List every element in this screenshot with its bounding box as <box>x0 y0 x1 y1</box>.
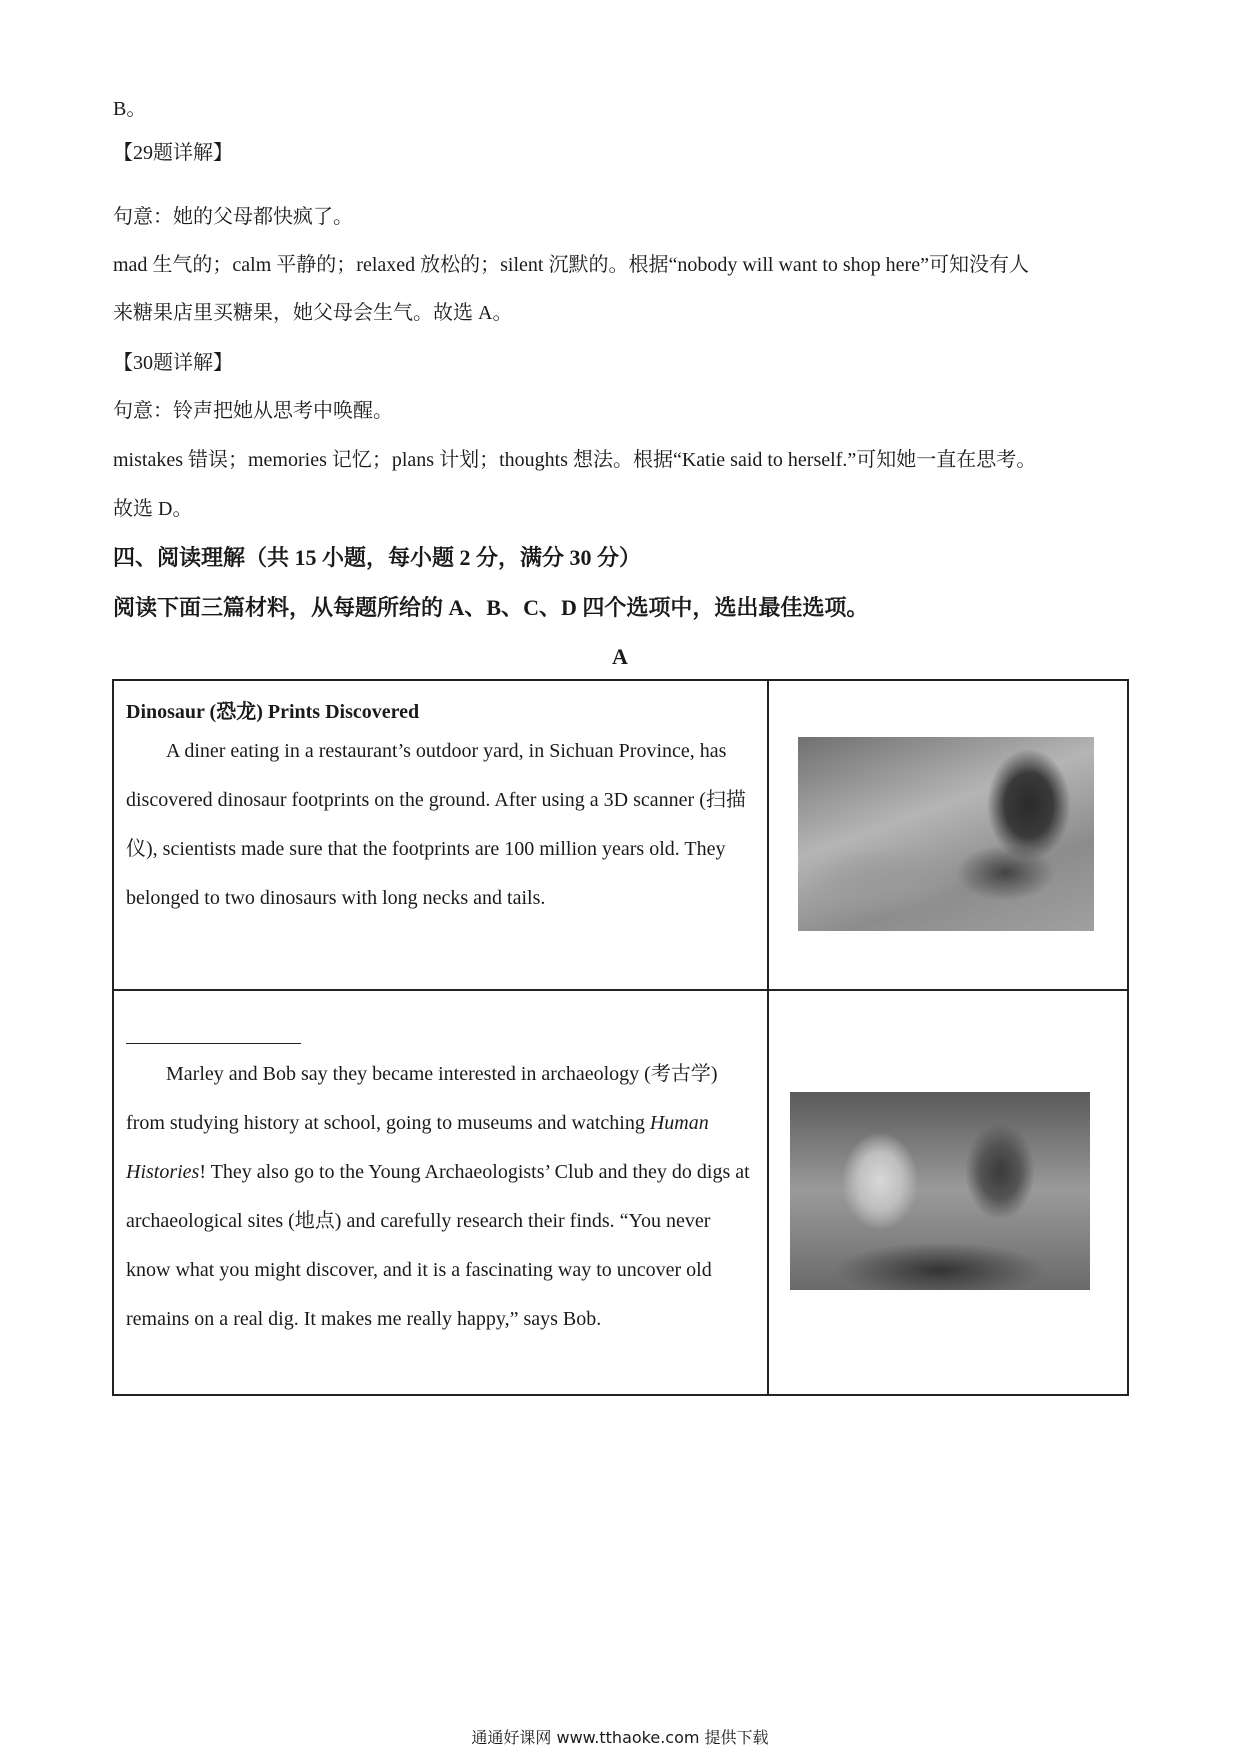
passage1-body: A diner eating in a restaurant’s outdoor yard, in Sichuan Province, has discovered dinosaur footprints on the ground. After using a 3D scanner (扫描仪), scientists made sure that the footprints are 100 million years old. They belonged to two dinosaurs with long necks and tails. <box>126 740 746 909</box>
passage2-body <box>126 1050 755 1344</box>
passage1-text-cell <box>113 680 768 990</box>
archaeology-dig-photo <box>790 1092 1090 1290</box>
text-line-8: mistakes 错误；memories 记忆；plans 计划；thoughts 想法。根据“Katie said to herself.”可知她一直在思考。 <box>113 449 1037 471</box>
section-instruction: 阅读下面三篇材料，从每题所给的 A、B、C、D 四个选项中，选出最佳选项。 <box>113 595 869 620</box>
dinosaur-footprints-photo <box>798 737 1094 931</box>
text-line-3: 句意：她的父母都快疯了。 <box>113 206 353 228</box>
text-line-9: 故选 D。 <box>113 498 193 520</box>
passage2-text-cell <box>113 990 768 1395</box>
text-line-2: 【29题详解】 <box>113 142 233 164</box>
passage2-italic-title: Human Histories <box>126 1112 709 1183</box>
passage-table <box>112 679 1129 1396</box>
text-line-1: B。 <box>113 98 147 120</box>
passage2-body-before: Marley and Bob say they became interested in archaeology (考古学) from studying history at school, going to museums and watching <box>126 1063 718 1134</box>
passage2-image-cell <box>768 990 1128 1395</box>
text-line-6: 【30题详解】 <box>113 352 233 374</box>
passage2-body-after: ! They also go to the Young Archaeologists’ Club and they do digs at archaeological sites (地点) and carefully research their finds. “You never know what you might discover, and it is a fascinating way to uncover old remains on a real dig. It makes me really happy,” says Bob. <box>126 1161 750 1330</box>
text-line-5: 来糖果店里买糖果，她父母会生气。故选 A。 <box>113 302 513 324</box>
passage-label: A <box>612 644 628 669</box>
text-line-4: mad 生气的；calm 平静的；relaxed 放松的；silent 沉默的。根据“nobody will want to shop here”可知没有人 <box>113 254 1029 276</box>
section-heading: 四、阅读理解（共 15 小题，每小题 2 分，满分 30 分） <box>113 545 642 570</box>
footer-watermark: 通通好课网 www.tthaoke.com 提供下载 <box>471 1728 769 1747</box>
text-line-7: 句意：铃声把她从思考中唤醒。 <box>113 400 393 422</box>
passage1-image-cell <box>768 680 1128 990</box>
passage1-title: Dinosaur (恐龙) Prints Discovered <box>126 701 420 723</box>
title-blank-line <box>126 1007 301 1044</box>
